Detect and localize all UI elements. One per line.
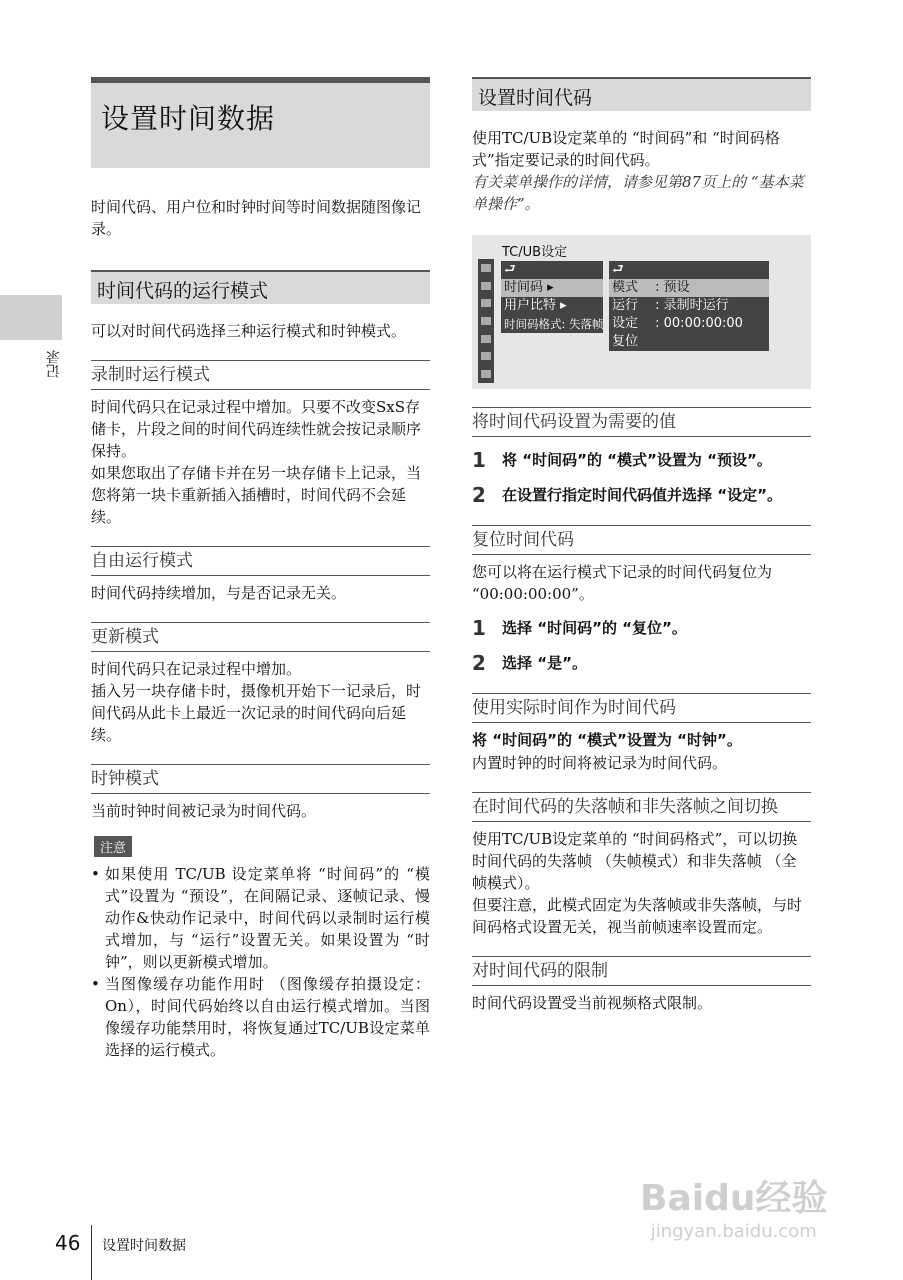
reset-text: 您可以将在运行模式下记录的时间代码复位为 “00:00:00:00”。 — [472, 563, 773, 603]
note-label: 注意 — [94, 836, 132, 857]
step — [472, 652, 811, 675]
note-item: • 当图像缓存功能作用时 （图像缓存拍摄设定：On），时间代码始终以自由运行模式增加。当图像缓存功能禁用时，将恢复通过TC/UB设定菜单选择的运行模式。 — [91, 973, 430, 1061]
footer — [0, 1225, 903, 1280]
real-time-text: 内置时钟的时间将被记录为时间代码。 — [472, 754, 728, 772]
subheading-clock: 时钟模式 — [91, 764, 430, 794]
title-box — [91, 77, 430, 168]
side-tab — [0, 295, 62, 340]
drop-frame-text: 使用TC/UB设定菜单的 “时间码格式”，可以切换时间代码的失落帧 （失帧模式）和非失落帧 （全帧模式）。 — [472, 830, 798, 892]
rec-run-text-2: 如果您取出了存储卡并在另一块存储卡上记录，当您将第一块卡重新插入插槽时，时间代码不会延续。 — [91, 464, 422, 526]
left-column — [91, 77, 430, 1061]
page-number: 46 — [55, 1231, 81, 1255]
free-run-text: 时间代码持续增加，与是否记录无关。 — [91, 584, 347, 602]
limit-text: 时间代码设置受当前视频格式限制。 — [472, 994, 713, 1012]
footer-divider — [91, 1225, 92, 1280]
menu-screenshot — [472, 235, 811, 389]
subheading-free-run: 自由运行模式 — [91, 546, 430, 576]
lcd-icon — [481, 317, 491, 325]
camera-icon — [481, 264, 491, 272]
step-number: 2 — [472, 651, 486, 675]
watermark-url: jingyan.baidu.com — [650, 1221, 817, 1242]
menu-item[interactable]: 模式 : 预设 — [609, 279, 769, 297]
back-icon[interactable]: ⮐ — [504, 262, 516, 277]
subheading-regen: 更新模式 — [91, 622, 430, 652]
section-heading: 时间代码的运行模式 — [91, 270, 430, 304]
step-text: 将 “时间码”的 “模式”设置为 “预设”。 — [502, 451, 772, 469]
footer-title: 设置时间数据 — [102, 1238, 186, 1254]
menu-item[interactable]: 时间码格式: 失落帧 — [504, 317, 604, 331]
subheading-drop-frame: 在时间代码的失落帧和非失落帧之间切换 — [472, 792, 811, 822]
watermark-logo: Baidu经验 — [640, 1178, 828, 1219]
other-icon — [481, 370, 491, 378]
regen-text: 时间代码只在记录过程中增加。 — [91, 660, 302, 678]
intro-text: 时间代码、用户位和时钟时间等时间数据随图像记录。 — [91, 198, 422, 238]
back-icon[interactable]: ⮐ — [612, 262, 624, 277]
step — [472, 617, 811, 640]
note-list — [91, 863, 430, 1061]
real-time-instruction: 将 “时间码”的 “模式”设置为 “时钟”。 — [472, 731, 742, 749]
regen-text-2: 插入另一块存储卡时，摄像机开始下一记录后，时间代码从此卡上最近一次记录的时间代码向后延续。 — [91, 682, 422, 744]
right-intro: 使用TC/UB设定菜单的 “时间码”和 “时间码格式”指定要记录的时间代码。 — [472, 129, 780, 169]
step — [472, 484, 811, 507]
subheading-rec-run: 录制时运行模式 — [91, 360, 430, 390]
video-icon — [481, 299, 491, 307]
step-text: 选择 “是”。 — [502, 654, 587, 672]
step-number: 1 — [472, 616, 486, 640]
menu-item[interactable]: 用户比特 ▸ — [504, 298, 567, 313]
menu-item[interactable]: 时间码 ▸ — [501, 279, 603, 297]
menu-right-panel — [609, 261, 769, 351]
step-number: 1 — [472, 448, 486, 472]
menu-item[interactable]: 复位 — [612, 334, 639, 349]
subheading-real-time: 使用实际时间作为时间代码 — [472, 693, 811, 723]
subheading-limit: 对时间代码的限制 — [472, 956, 811, 986]
audio-icon — [481, 282, 491, 290]
step — [472, 449, 811, 472]
side-tab-label: 记录 — [46, 350, 62, 378]
subheading-set-value: 将时间代码设置为需要的值 — [472, 407, 811, 437]
drop-frame-text-2: 但要注意，此模式固定为失落帧或非失落帧，与时间码格式设置无关，视当前帧速率设置而定。 — [472, 896, 803, 936]
tc-icon — [481, 335, 491, 343]
page-title: 设置时间数据 — [101, 102, 276, 135]
section-intro: 可以对时间代码选择三种运行模式和时钟模式。 — [91, 322, 407, 340]
right-column — [472, 77, 811, 1014]
media-icon — [481, 352, 491, 360]
menu-icon-bar — [478, 259, 494, 383]
rec-run-text: 时间代码只在记录过程中增加。只要不改变SxS存储卡，片段之间的时间代码连续性就会按记录顺序保持。 — [91, 398, 422, 460]
step-text: 在设置行指定时间代码值并选择 “设定”。 — [502, 486, 782, 504]
menu-item[interactable]: 运行 : 录制时运行 — [612, 298, 729, 313]
clock-text: 当前时钟时间被记录为时间代码。 — [91, 802, 317, 820]
menu-left-panel — [501, 261, 603, 333]
step-number: 2 — [472, 483, 486, 507]
subheading-reset: 复位时间代码 — [472, 525, 811, 555]
menu-item[interactable]: 设定 : 00:00:00:00 — [612, 316, 743, 331]
section-heading: 设置时间代码 — [472, 77, 811, 111]
step-text: 选择 “时间码”的 “复位”。 — [502, 619, 687, 637]
menu-title: TC/UB设定 — [502, 245, 568, 260]
note-item: • 如果使用 TC/UB 设定菜单将 “时间码”的 “模式”设置为 “预设”，在间隔记录、逐帧记录、慢动作&快动作记录中，时间代码以录制时运行模式增加，与 “运行”设置无关。如果设置为 “时钟”，则以更新模式增加。 — [91, 863, 430, 973]
menu-reference: 有关菜单操作的详情，请参见第87页上的 “基本菜单操作”。 — [472, 173, 804, 213]
